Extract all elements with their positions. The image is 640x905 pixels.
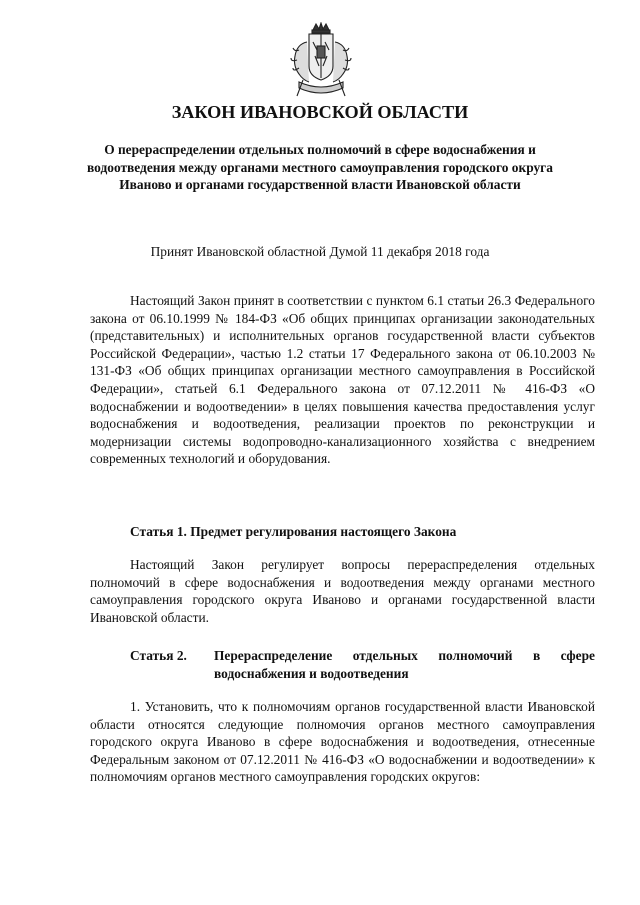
preamble-text: Настоящий Закон принят в соответствии с пунктом 6.1 статьи 26.3 Федерального закона от 06.10.1999 № 184-ФЗ «Об общих принципах организации законодательных (представительных) и исполнительных органов государственной власти субъектов Российской Федерации», частью 1.2 статьи 17 Федерального закона от 06.10.2003 № 131-ФЗ «Об общих принципах организации местного самоуправления в Российской Федерации», статьей 6.1 Федерального закона от 07.12.2011 № 416-ФЗ «О водоснабжении и водоотведении» в целях повышения качества предоставления услуг водоснабжения и водоотведения, реализации проектов по реконструкции и модернизации системы водопроводно-канализационного хозяйства с внедрением современных технологий и оборудования.	[90, 293, 595, 467]
article-2-heading	[130, 647, 595, 682]
article-2-text: 1. Установить, что к полномочиям органов государственной власти Ивановской области относятся следующие полномочия органов местного самоуправления городского округа Иваново в сфере водоснабжения и водоотведения, отнесенные Федеральным законом от 07.12.2011 № 416-ФЗ «О водоснабжении и водоотведении» к полномочиям органов местного самоуправления городских округов:	[90, 699, 595, 785]
law-subtitle: О перераспределении отдельных полномочий в сфере водоснабжения и водоотведения между органами местного самоуправления городского округа Иваново и органами государственной власти Ивановской области	[87, 142, 553, 193]
law-title: ЗАКОН ИВАНОВСКОЙ ОБЛАСТИ	[171, 102, 469, 122]
preamble	[90, 292, 595, 468]
article-2-body	[90, 698, 595, 786]
article-1-body	[90, 556, 595, 626]
coat-of-arms-icon	[287, 22, 355, 100]
article-2-title: Перераспределение отдельных полномочий в сфере водоснабжения и водоотведения	[214, 648, 595, 681]
article-2-number: Статья 2.	[130, 648, 187, 663]
article-1-heading: Статья 1. Предмет регулирования настоящего Закона	[130, 524, 457, 539]
adoption-line: Принят Ивановской областной Думой 11 декабря 2018 года	[150, 244, 490, 259]
article-1-text: Настоящий Закон регулирует вопросы перераспределения отдельных полномочий в сфере водоснабжения и водоотведения между органами местного самоуправления городского округа Иваново и органами государственной власти Ивановской области.	[90, 557, 595, 625]
